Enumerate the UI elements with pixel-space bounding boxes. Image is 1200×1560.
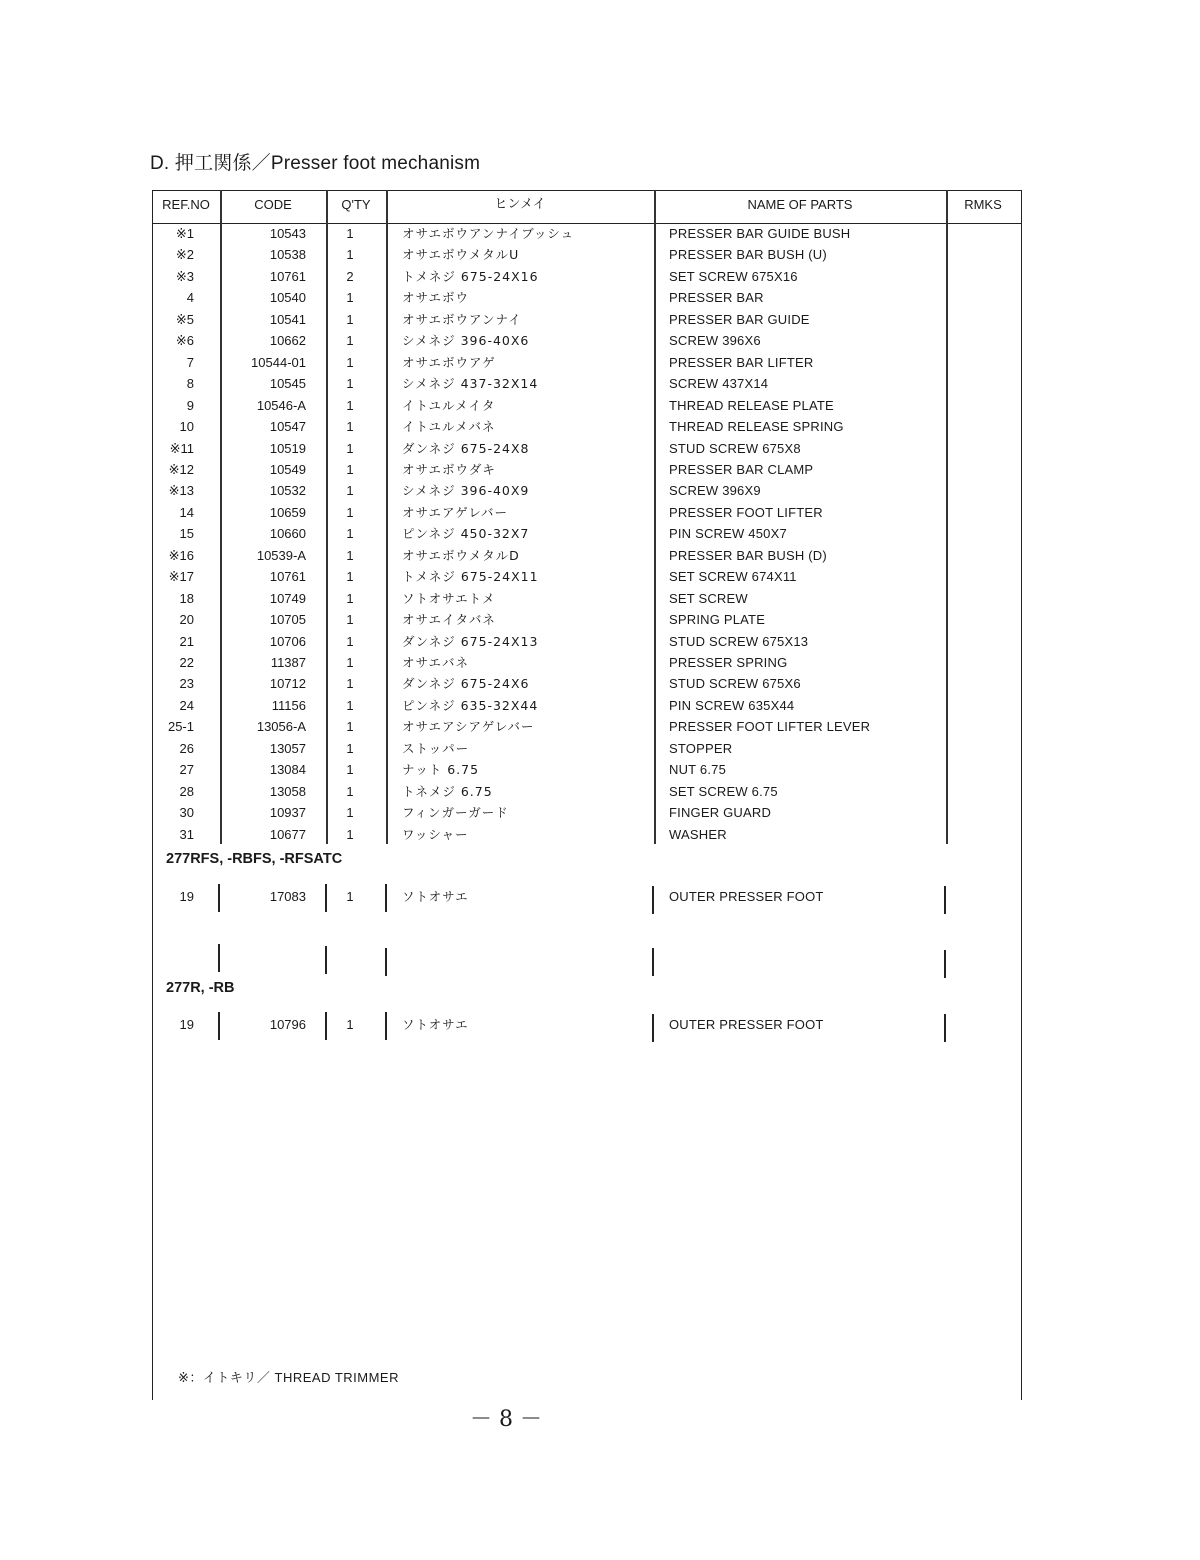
table-row <box>152 352 1020 374</box>
cell-code: 10662 <box>269 333 306 349</box>
table-row <box>152 523 1020 545</box>
cell-code: 10659 <box>269 504 306 520</box>
cell-ref: 30 <box>179 805 194 821</box>
cell-ref: 7 <box>186 354 194 370</box>
tick <box>944 950 946 978</box>
section2-row <box>152 1014 1020 1036</box>
cell-name: STUD SCREW 675X13 <box>669 633 809 649</box>
cell-ref: 14 <box>179 504 194 520</box>
cell-kana: シメネジ 437-32X14 <box>402 376 539 392</box>
cell-code: 10541 <box>269 311 306 327</box>
cell-name: PRESSER BAR GUIDE BUSH <box>669 226 851 241</box>
cell-code: 13057 <box>269 740 306 756</box>
cell-code: 10549 <box>269 461 306 477</box>
cell-ref: 8 <box>186 376 194 392</box>
table-row <box>152 502 1020 524</box>
cell-ref: 24 <box>179 697 194 713</box>
cell-kana: ダンネジ 675-24X6 <box>402 676 530 692</box>
cell-code: 10749 <box>269 590 306 606</box>
cell-kana: オサエボウ <box>402 290 470 306</box>
thread-trimmer-note: ※：イトキリ／ THREAD TRIMMER <box>178 1370 399 1385</box>
cell-qty: 1 <box>346 440 354 456</box>
cell-kana: ソトオサエ <box>402 1017 469 1032</box>
cell-name: SCREW 437X14 <box>669 376 769 392</box>
cell-name: OUTER PRESSER FOOT <box>669 889 824 904</box>
cell-ref: ※16 <box>168 547 194 563</box>
cell-ref: 20 <box>179 612 194 628</box>
tick <box>385 948 387 976</box>
cell-code: 10761 <box>269 268 306 284</box>
cell-name: SET SCREW 6.75 <box>669 783 778 799</box>
cell-kana: オサエイタバネ <box>402 612 496 628</box>
tick <box>652 886 654 914</box>
cell-qty: 2 <box>346 268 354 284</box>
cell-ref: 27 <box>179 762 194 778</box>
tick <box>652 948 654 976</box>
cell-code: 13056-A <box>256 719 306 735</box>
cell-ref: ※5 <box>175 311 194 327</box>
cell-qty: 1 <box>346 483 354 499</box>
cell-qty: 1 <box>346 247 354 263</box>
cell-kana: オサエアゲレバー <box>402 504 509 520</box>
cell-kana: ダンネジ 675-24X8 <box>402 440 530 456</box>
cell-name: PRESSER FOOT LIFTER LEVER <box>669 719 871 735</box>
cell-name: PRESSER SPRING <box>669 655 788 670</box>
cell-qty: 1 <box>346 783 354 799</box>
cell-code: 10545 <box>269 376 306 392</box>
cell-code: 10538 <box>269 247 306 263</box>
cell-ref: 28 <box>179 783 194 799</box>
section2-heading: 277R, -RB <box>166 980 235 996</box>
table-row <box>152 287 1020 309</box>
tick <box>652 1014 654 1042</box>
cell-code: 10544-01 <box>251 354 306 370</box>
cell-ref: 15 <box>179 526 194 542</box>
cell-qty: 1 <box>346 376 354 392</box>
table-row <box>152 716 1020 738</box>
cell-kana: オサエボウアンナイ <box>402 311 522 327</box>
tick <box>218 884 220 912</box>
cell-ref: 25-1 <box>167 719 194 735</box>
cell-ref: ※2 <box>175 247 194 263</box>
cell-name: STUD SCREW 675X8 <box>669 440 801 456</box>
cell-name: PRESSER BAR BUSH (D) <box>669 547 827 563</box>
cell-kana: ピンネジ 450-32X7 <box>402 526 530 542</box>
table-row <box>152 330 1020 352</box>
cell-kana: シメネジ 396-40X9 <box>402 483 530 499</box>
cell-code: 10660 <box>269 526 306 542</box>
table-row <box>152 609 1020 631</box>
table-row <box>152 824 1020 846</box>
cell-name: STOPPER <box>669 740 733 756</box>
cell-name: SPRING PLATE <box>669 612 766 628</box>
cell-name: SCREW 396X9 <box>669 483 761 499</box>
header-kana: ヒンメイ <box>494 197 546 212</box>
cell-qty: 1 <box>346 461 354 477</box>
cell-name: PRESSER BAR CLAMP <box>669 461 814 477</box>
cell-qty: 1 <box>346 612 354 628</box>
cell-ref: 19 <box>179 1017 194 1032</box>
tick <box>218 944 220 972</box>
cell-kana: イトユルメイタ <box>402 397 496 413</box>
table-row <box>152 545 1020 567</box>
cell-kana: オサエボウメタルU <box>402 247 520 263</box>
cell-ref: ※1 <box>175 226 194 241</box>
cell-ref: ※13 <box>168 483 194 499</box>
table-row <box>152 244 1020 266</box>
table-row <box>152 223 1020 245</box>
cell-name: WASHER <box>669 826 727 842</box>
cell-qty: 1 <box>346 290 354 306</box>
cell-code: 10761 <box>269 569 306 585</box>
cell-name: OUTER PRESSER FOOT <box>669 1017 824 1032</box>
cell-ref: 18 <box>179 590 194 606</box>
cell-qty: 1 <box>346 1017 354 1032</box>
cell-ref: 26 <box>179 740 194 756</box>
cell-qty: 1 <box>346 504 354 520</box>
cell-kana: ナット 6.75 <box>402 762 480 778</box>
cell-kana: オサエアシアゲレバー <box>402 719 535 735</box>
cell-qty: 1 <box>346 826 354 842</box>
cell-ref: ※12 <box>168 461 194 477</box>
table-row <box>152 588 1020 610</box>
section1-heading: 277RFS, -RBFS, -RFSATC <box>166 851 343 867</box>
cell-name: SCREW 396X6 <box>669 333 761 349</box>
table-row <box>152 802 1020 824</box>
cell-name: PRESSER FOOT LIFTER <box>669 504 823 520</box>
table-row <box>152 781 1020 803</box>
cell-qty: 1 <box>346 333 354 349</box>
cell-qty: 1 <box>346 419 354 435</box>
table-row <box>152 438 1020 460</box>
cell-code: 17083 <box>269 889 306 904</box>
cell-code: 10543 <box>269 226 306 241</box>
cell-kana: ストッパー <box>402 740 470 756</box>
tick <box>385 884 387 912</box>
cell-name: SET SCREW 674X11 <box>669 569 797 585</box>
cell-name: THREAD RELEASE SPRING <box>669 419 844 435</box>
cell-qty: 1 <box>346 354 354 370</box>
cell-name: FINGER GUARD <box>669 805 772 821</box>
header-qty: Q'TY <box>341 197 371 212</box>
cell-code: 13058 <box>269 783 306 799</box>
cell-qty: 1 <box>346 590 354 606</box>
cell-kana: フィンガーガード <box>402 805 509 821</box>
table-row <box>152 738 1020 760</box>
cell-qty: 1 <box>346 633 354 649</box>
cell-kana: オサエボウアゲ <box>402 354 496 370</box>
cell-kana: イトユルメバネ <box>402 419 496 435</box>
tick <box>944 886 946 914</box>
table-row <box>152 759 1020 781</box>
cell-name: STUD SCREW 675X6 <box>669 676 801 692</box>
cell-code: 10706 <box>269 633 306 649</box>
cell-qty: 1 <box>346 697 354 713</box>
table-row <box>152 480 1020 502</box>
cell-qty: 1 <box>346 547 354 563</box>
cell-qty: 1 <box>346 655 354 670</box>
table-row <box>152 695 1020 717</box>
cell-kana: トネメジ 6.75 <box>402 783 493 799</box>
cell-code: 11387 <box>270 655 306 670</box>
cell-ref: 9 <box>186 397 194 413</box>
cell-name: SET SCREW 675X16 <box>669 268 798 284</box>
page-number: － 8 － <box>470 1407 542 1432</box>
cell-name: THREAD RELEASE PLATE <box>669 397 834 413</box>
page-title: D. 押工関係／Presser foot mechanism <box>150 153 481 174</box>
tick <box>385 1012 387 1040</box>
header-ref: REF.NO <box>162 197 210 212</box>
cell-kana: ソトオサエ <box>402 889 469 904</box>
cell-name: NUT 6.75 <box>669 762 726 778</box>
cell-qty: 1 <box>346 762 354 778</box>
cell-qty: 1 <box>346 397 354 413</box>
cell-name: PRESSER BAR LIFTER <box>669 354 814 370</box>
cell-kana: トメネジ 675-24X11 <box>402 569 539 585</box>
cell-code: 10712 <box>269 676 306 692</box>
cell-name: PIN SCREW 450X7 <box>669 526 787 542</box>
cell-code: 10547 <box>269 419 306 435</box>
cell-kana: ダンネジ 675-24X13 <box>402 633 539 649</box>
table-row <box>152 266 1020 288</box>
cell-code: 13084 <box>269 762 306 778</box>
cell-kana: オサエボウダキ <box>402 461 496 477</box>
cell-ref: ※17 <box>168 569 194 585</box>
cell-kana: シメネジ 396-40X6 <box>402 333 530 349</box>
cell-code: 10539-A <box>256 547 306 563</box>
table-row <box>152 373 1020 395</box>
section1-row <box>152 886 1020 908</box>
cell-qty: 1 <box>346 676 354 692</box>
cell-ref: 19 <box>179 889 194 904</box>
cell-ref: 10 <box>179 419 194 435</box>
cell-code: 11156 <box>271 697 306 713</box>
header-code: CODE <box>254 197 292 212</box>
cell-name: PRESSER BAR BUSH (U) <box>669 247 827 263</box>
tick <box>325 884 327 912</box>
cell-name: PIN SCREW 635X44 <box>669 697 795 713</box>
cell-qty: 1 <box>346 226 354 241</box>
table-row <box>152 652 1020 674</box>
tick <box>325 1012 327 1040</box>
cell-code: 10519 <box>269 440 306 456</box>
cell-kana: ピンネジ 635-32X44 <box>402 697 539 713</box>
table-row <box>152 459 1020 481</box>
table-row <box>152 416 1020 438</box>
cell-name: PRESSER BAR <box>669 290 764 306</box>
cell-ref: 4 <box>186 290 194 306</box>
cell-qty: 1 <box>346 805 354 821</box>
cell-ref: 21 <box>179 633 194 649</box>
cell-ref: 23 <box>179 676 194 692</box>
table-row <box>152 566 1020 588</box>
cell-kana: トメネジ 675-24X16 <box>402 268 539 284</box>
table-row <box>152 631 1020 653</box>
table-row <box>152 309 1020 331</box>
cell-code: 10705 <box>269 612 306 628</box>
cell-code: 10546-A <box>256 397 306 413</box>
table-row <box>152 395 1020 417</box>
tick <box>218 1012 220 1040</box>
cell-kana: ソトオサエトメ <box>402 590 496 606</box>
cell-code: 10796 <box>269 1017 306 1032</box>
cell-ref: ※11 <box>169 440 194 456</box>
cell-qty: 1 <box>346 740 354 756</box>
cell-name: SET SCREW <box>669 590 748 606</box>
cell-code: 10937 <box>269 805 306 821</box>
cell-kana: オサエバネ <box>402 655 470 670</box>
cell-ref: ※3 <box>175 268 194 284</box>
cell-qty: 1 <box>346 569 354 585</box>
cell-code: 10540 <box>269 290 306 306</box>
cell-kana: ワッシャー <box>402 826 469 842</box>
header-name: NAME OF PARTS <box>747 197 853 212</box>
cell-ref: ※6 <box>175 333 194 349</box>
cell-ref: 22 <box>179 655 194 670</box>
cell-name: PRESSER BAR GUIDE <box>669 311 810 327</box>
cell-qty: 1 <box>346 719 354 735</box>
tick <box>325 946 327 974</box>
cell-qty: 1 <box>346 526 354 542</box>
table-header <box>152 190 1022 224</box>
cell-qty: 1 <box>346 889 354 904</box>
table-row <box>152 673 1020 695</box>
cell-kana: オサエボウアンナイブッシュ <box>402 226 575 241</box>
cell-ref: 31 <box>179 826 194 842</box>
cell-qty: 1 <box>346 311 354 327</box>
cell-kana: オサエボウメタルD <box>402 547 520 563</box>
cell-code: 10532 <box>269 483 306 499</box>
cell-code: 10677 <box>269 826 306 842</box>
header-rmks: RMKS <box>964 197 1002 212</box>
tick <box>944 1014 946 1042</box>
